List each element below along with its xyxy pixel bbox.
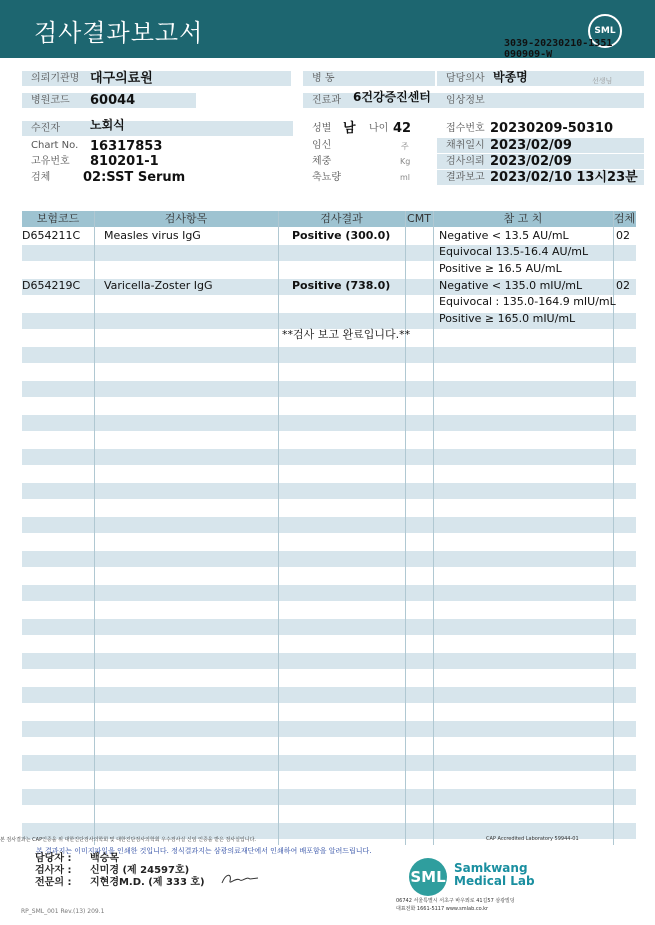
- row2-code: D654219C: [22, 279, 81, 292]
- table-row-stripe: [22, 551, 636, 567]
- reference-code-line1: 3039-20230210-1351: [504, 38, 613, 49]
- hospital-code-value: 60044: [90, 93, 136, 108]
- patient-label: 수진자: [22, 121, 293, 136]
- row1-result: Positive (300.0): [292, 229, 391, 242]
- column-divider: [94, 211, 95, 845]
- table-row-stripe: [22, 517, 636, 533]
- urine-unit: ml: [400, 173, 411, 182]
- specialist-value: 지현경M.D. (제 333 호): [90, 877, 205, 888]
- chart-value: 16317853: [90, 139, 163, 154]
- table-row-stripe: [22, 347, 636, 363]
- weight-label: 체중: [312, 156, 332, 167]
- sex-label: 성별: [312, 123, 332, 134]
- row1-ref-positive: Positive ≥ 16.5 AU/mL: [439, 262, 562, 275]
- doctor-suffix: 선생님: [592, 77, 613, 85]
- completion-note: **검사 보고 완료입니다.**: [282, 328, 411, 341]
- tester-value: 신미경 (제 24597호): [90, 865, 190, 876]
- staff-value: 백승목: [90, 853, 119, 864]
- table-row-stripe: [22, 653, 636, 669]
- clinical-label: 임상정보: [437, 93, 644, 108]
- ward-label: 병 동: [303, 71, 435, 86]
- tester-label: 검사자 :: [35, 865, 72, 876]
- chart-label: Chart No.: [31, 140, 79, 151]
- collection-value: 2023/02/09: [490, 138, 572, 153]
- hospital-code-label: 병원코드: [22, 93, 196, 108]
- col-header-item: 검사항목: [164, 212, 208, 225]
- age-value: 42: [393, 121, 412, 136]
- row1-code: D654211C: [22, 229, 81, 242]
- table-row-stripe: [22, 585, 636, 601]
- table-row-stripe: [22, 755, 636, 771]
- sml-logo: SML: [588, 14, 622, 48]
- row1-item: Measles virus IgG: [104, 229, 201, 242]
- column-divider: [405, 211, 406, 845]
- department-label: 진료과: [303, 93, 445, 108]
- collection-label: 채취일시: [437, 138, 644, 153]
- institution-label: 의뢰기관명: [22, 71, 291, 86]
- table-row-stripe: [22, 721, 636, 737]
- row1-specimen: 02: [616, 229, 630, 242]
- row2-item: Varicella-Zoster IgG: [104, 279, 213, 292]
- table-row-stripe: [22, 619, 636, 635]
- row2-ref-negative: Negative < 135.0 mIU/mL: [439, 279, 583, 292]
- column-divider: [433, 211, 434, 845]
- table-row-stripe: [22, 483, 636, 499]
- col-header-result: 검사결과: [320, 212, 363, 225]
- printout-notice: 본 결과지는 이미지파일을 인쇄한 것입니다. 정식결과지는 삼광의료재단에서 인쇄하여 배포함을 알려드립니다.: [36, 847, 372, 855]
- certification-note: 본 검사결과는 CAP인증을 위 대한진단검사의학회 및 대한진단검사의학회 우수검사실 신임 인증을 받은 검사실입니다.: [0, 837, 257, 843]
- staff-label: 담당자 :: [35, 853, 72, 864]
- request-value: 2023/02/09: [490, 154, 572, 169]
- row2-ref-positive: Positive ≥ 165.0 mIU/mL: [439, 312, 576, 325]
- reference-code: [504, 38, 612, 60]
- table-row-stripe: [22, 449, 636, 465]
- specimen-label: 검체: [31, 172, 51, 183]
- institution-value: 대구의료원: [90, 71, 153, 86]
- pregnancy-unit: 주: [401, 142, 409, 151]
- col-header-reference: 참 고 치: [503, 212, 543, 225]
- row2-specimen: 02: [616, 279, 630, 292]
- lab-name-line2: Medical Lab: [454, 874, 535, 888]
- unique-label: 고유번호: [31, 156, 70, 167]
- row1-ref-negative: Negative < 13.5 AU/mL: [439, 229, 569, 242]
- table-row-stripe: [22, 381, 636, 397]
- col-header-specimen: 검체: [613, 212, 636, 225]
- receipt-value: 20230209-50310: [490, 121, 613, 136]
- col-header-cmt: CMT: [407, 212, 431, 225]
- report-value: 2023/02/10 13시23분: [490, 170, 638, 185]
- pregnancy-label: 임신: [312, 140, 332, 151]
- lab-contact: 대표전화 1661-5117 www.smlab.co.kr: [396, 906, 489, 912]
- department-value: 6건강증진센터: [353, 90, 431, 104]
- column-divider: [278, 211, 279, 845]
- specialist-label: 전문의 :: [35, 877, 72, 888]
- row1-ref-equivocal: Equivocal 13.5-16.4 AU/mL: [439, 245, 589, 258]
- table-row-stripe: [22, 789, 636, 805]
- unique-value: 810201-1: [90, 154, 159, 169]
- signature-image: [220, 871, 260, 887]
- revision-code: RP_SML_001 Rev.(13) 209.1: [21, 908, 105, 915]
- specimen-value: 02:SST Serum: [83, 170, 186, 185]
- document-title: 검사결과보고서: [34, 19, 204, 47]
- row2-result: Positive (738.0): [292, 279, 391, 292]
- row2-ref-equivocal: Equivocal : 135.0-164.9 mIU/mL: [439, 295, 616, 308]
- lab-address: 06742 서울특별시 서초구 바우뫼로 41길57 삼광빌딩: [396, 898, 515, 904]
- age-label: 나이: [369, 123, 389, 134]
- urine-label: 축뇨량: [312, 172, 341, 183]
- receipt-label: 접수번호: [446, 123, 485, 134]
- doctor-value: 박종명: [493, 70, 528, 84]
- table-row-stripe: [22, 687, 636, 703]
- reference-code-line2: 090909-W: [504, 49, 553, 60]
- col-header-code: 보험코드: [36, 212, 80, 225]
- report-label: 결과보고: [437, 170, 644, 185]
- doctor-label: 담당의사: [437, 71, 644, 86]
- table-row-stripe: [22, 415, 636, 431]
- lab-name-line1: Samkwang: [454, 861, 528, 875]
- patient-value: 노회식: [90, 118, 125, 132]
- weight-unit: Kg: [400, 157, 411, 166]
- cap-note: CAP Accredited Laboratory 59944-01: [486, 836, 579, 842]
- sex-value: 남: [343, 121, 356, 136]
- lab-name: [454, 862, 535, 888]
- request-label: 검사의뢰: [437, 154, 644, 169]
- samkwang-logo: SML: [409, 858, 447, 896]
